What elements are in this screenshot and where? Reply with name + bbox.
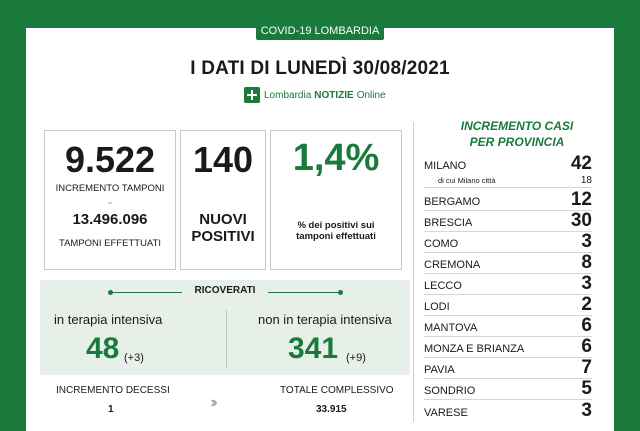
lombardia-cross-icon — [244, 87, 260, 103]
province-name: COMO — [424, 238, 459, 250]
province-name: BERGAMO — [424, 196, 481, 208]
province-name: LECCO — [424, 280, 462, 292]
province-count: 6 — [581, 315, 592, 336]
province-title-line-1: INCREMENTO CASI — [460, 119, 574, 133]
incremento-decessi-label: INCREMENTO DECESSI — [56, 385, 170, 396]
percentuale-value: 1,4% — [292, 137, 380, 179]
province-name: BRESCIA — [424, 217, 473, 229]
province-row — [424, 274, 592, 295]
chevron-down-icon: ⌄ — [106, 196, 114, 206]
province-row — [424, 253, 592, 274]
non-intensiva-label: non in terapia intensiva — [258, 312, 392, 327]
province-count: 12 — [570, 189, 592, 210]
province-name: MONZA E BRIANZA — [424, 343, 525, 355]
ricoverati-title: RICOVERATI — [194, 285, 256, 296]
province-count: 2 — [581, 294, 592, 315]
milano-citta-label: di cui Milano città — [438, 176, 496, 185]
province-name: MANTOVA — [424, 322, 478, 334]
province-name: LODI — [424, 301, 450, 313]
logo — [244, 86, 386, 104]
dot-icon — [338, 290, 343, 295]
nuovi-positivi-card — [180, 130, 266, 270]
province-count: 5 — [581, 378, 592, 399]
province-row — [424, 211, 592, 232]
percentuale-label-1: % dei positivi sui — [297, 220, 375, 231]
intensiva-delta: (+3) — [124, 352, 144, 364]
intensiva-value: 48 — [86, 332, 120, 365]
totale-complessivo-value: 33.915 — [316, 404, 347, 415]
province-row — [424, 295, 592, 316]
logo-prefix: Lombardia — [264, 89, 312, 101]
province-name: CREMONA — [424, 259, 481, 271]
province-count: 30 — [570, 210, 592, 231]
province-row — [424, 337, 592, 358]
non-intensiva-delta: (+9) — [346, 352, 366, 364]
province-count: 3 — [581, 273, 592, 294]
incremento-tamponi-value: 9.522 — [64, 139, 156, 180]
tamponi-totali-label: TAMPONI EFFETTUATI — [58, 238, 162, 249]
province-count: 42 — [570, 153, 592, 174]
region-tag: COVID-19 LOMBARDIA — [256, 22, 384, 40]
milano-citta-count: 18 — [580, 175, 592, 186]
nuovi-positivi-label-1: NUOVI — [199, 211, 247, 228]
province-row-milano-citta — [424, 170, 592, 188]
nuovi-positivi-label-2: POSITIVI — [191, 228, 255, 245]
province-row — [424, 379, 592, 400]
province-name: PAVIA — [424, 364, 455, 376]
tamponi-card — [44, 130, 176, 270]
incremento-decessi-value: 1 — [108, 404, 114, 415]
page-title: I DATI DI LUNEDÌ 30/08/2021 — [190, 58, 450, 79]
province-title — [420, 118, 614, 150]
province-count: 3 — [581, 400, 592, 421]
province-row — [424, 190, 592, 211]
province-row — [424, 316, 592, 337]
incremento-tamponi-label: INCREMENTO TAMPONI — [55, 183, 165, 194]
divider — [268, 292, 338, 293]
province-count: 7 — [581, 357, 592, 378]
divider — [226, 310, 227, 368]
province-title-line-2: PER PROVINCIA — [469, 135, 565, 149]
non-intensiva-value: 341 — [288, 332, 339, 365]
percentuale-card — [270, 130, 402, 270]
nuovi-positivi-value: 140 — [192, 139, 254, 180]
province-row — [424, 358, 592, 379]
province-count: 3 — [581, 231, 592, 252]
tamponi-totali-value: 13.496.096 — [72, 211, 148, 228]
province-name: VARESE — [424, 407, 468, 419]
divider — [413, 122, 414, 422]
logo-suffix: Online — [356, 89, 386, 101]
totale-complessivo-label: TOTALE COMPLESSIVO — [280, 385, 394, 396]
chevron-right-icon: ››› — [210, 394, 214, 411]
province-count: 6 — [581, 336, 592, 357]
province-row — [424, 400, 592, 421]
province-name: MILANO — [424, 160, 467, 172]
ricoverati-panel — [40, 280, 410, 375]
percentuale-label-2: tamponi effettuati — [296, 231, 376, 242]
logo-bold: NOTIZIE — [314, 89, 354, 101]
intensiva-label: in terapia intensiva — [54, 312, 163, 327]
province-count: 8 — [581, 252, 592, 273]
province-name: SONDRIO — [424, 385, 476, 397]
province-row — [424, 232, 592, 253]
